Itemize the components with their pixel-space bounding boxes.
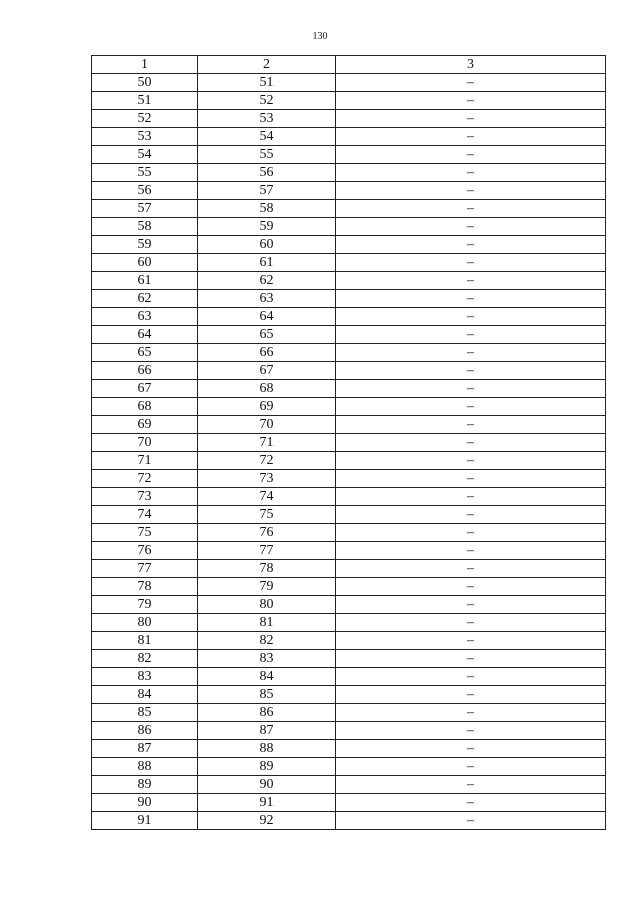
table-cell-col-3: – (336, 110, 606, 128)
table-cell-col-2: 60 (198, 236, 336, 254)
table-cell-col-3: – (336, 596, 606, 614)
table-cell-col-1: 84 (92, 686, 198, 704)
table-cell-col-3: – (336, 92, 606, 110)
table-cell-col-2: 66 (198, 344, 336, 362)
table-cell-col-1: 81 (92, 632, 198, 650)
table-cell-col-2: 69 (198, 398, 336, 416)
table-cell-col-2: 77 (198, 542, 336, 560)
table-cell-col-2: 63 (198, 290, 336, 308)
table-cell-col-1: 50 (92, 74, 198, 92)
table-row (92, 74, 606, 92)
table-row (92, 632, 606, 650)
table-cell-col-1: 67 (92, 380, 198, 398)
table-cell-col-3: – (336, 326, 606, 344)
table-row (92, 398, 606, 416)
table-cell-col-3: – (336, 362, 606, 380)
table-cell-col-2: 90 (198, 776, 336, 794)
table-cell-col-3: – (336, 704, 606, 722)
table-cell-col-1: 69 (92, 416, 198, 434)
table-cell-col-2: 86 (198, 704, 336, 722)
table-cell-col-1: 62 (92, 290, 198, 308)
table-row (92, 416, 606, 434)
table-cell-col-3: – (336, 272, 606, 290)
table-cell-col-2: 82 (198, 632, 336, 650)
table-row (92, 506, 606, 524)
table-row (92, 110, 606, 128)
table-cell-col-1: 80 (92, 614, 198, 632)
table-cell-col-2: 74 (198, 488, 336, 506)
table-row (92, 218, 606, 236)
table-row (92, 704, 606, 722)
table-cell-col-3: – (336, 416, 606, 434)
table-cell-col-2: 92 (198, 812, 336, 830)
table-row (92, 596, 606, 614)
table-cell-col-2: 57 (198, 182, 336, 200)
column-header-1: 1 (92, 56, 198, 74)
table-cell-col-2: 80 (198, 596, 336, 614)
table-row (92, 722, 606, 740)
table-cell-col-3: – (336, 722, 606, 740)
table-cell-col-2: 87 (198, 722, 336, 740)
table-cell-col-1: 88 (92, 758, 198, 776)
table-row (92, 164, 606, 182)
table-row (92, 650, 606, 668)
table-row (92, 668, 606, 686)
table-cell-col-1: 85 (92, 704, 198, 722)
table-cell-col-1: 82 (92, 650, 198, 668)
table-cell-col-3: – (336, 146, 606, 164)
table-row (92, 272, 606, 290)
table-cell-col-3: – (336, 128, 606, 146)
table-cell-col-2: 56 (198, 164, 336, 182)
table-cell-col-2: 65 (198, 326, 336, 344)
table-cell-col-2: 85 (198, 686, 336, 704)
table-cell-col-1: 79 (92, 596, 198, 614)
table-cell-col-2: 61 (198, 254, 336, 272)
table-cell-col-3: – (336, 776, 606, 794)
table-row (92, 776, 606, 794)
column-header-3: 3 (336, 56, 606, 74)
header-row (92, 56, 606, 74)
table-cell-col-1: 65 (92, 344, 198, 362)
table-cell-col-2: 54 (198, 128, 336, 146)
table-cell-col-1: 87 (92, 740, 198, 758)
table-row (92, 290, 606, 308)
table-cell-col-2: 55 (198, 146, 336, 164)
table-cell-col-3: – (336, 740, 606, 758)
table-cell-col-1: 56 (92, 182, 198, 200)
table-row (92, 488, 606, 506)
data-table (91, 55, 606, 830)
table-cell-col-3: – (336, 542, 606, 560)
table-cell-col-1: 83 (92, 668, 198, 686)
table-cell-col-3: – (336, 632, 606, 650)
table-cell-col-2: 75 (198, 506, 336, 524)
table-cell-col-3: – (336, 794, 606, 812)
table-cell-col-1: 66 (92, 362, 198, 380)
table-cell-col-2: 83 (198, 650, 336, 668)
table-row (92, 524, 606, 542)
table-cell-col-1: 55 (92, 164, 198, 182)
table-cell-col-2: 64 (198, 308, 336, 326)
table-cell-col-3: – (336, 218, 606, 236)
table-row (92, 380, 606, 398)
table-cell-col-2: 84 (198, 668, 336, 686)
table-cell-col-1: 90 (92, 794, 198, 812)
table-cell-col-1: 54 (92, 146, 198, 164)
table-cell-col-2: 58 (198, 200, 336, 218)
table-cell-col-3: – (336, 758, 606, 776)
table-cell-col-3: – (336, 578, 606, 596)
table-row (92, 542, 606, 560)
table-cell-col-3: – (336, 290, 606, 308)
table-cell-col-2: 67 (198, 362, 336, 380)
table-cell-col-3: – (336, 182, 606, 200)
table-cell-col-3: – (336, 452, 606, 470)
table-cell-col-1: 51 (92, 92, 198, 110)
table-cell-col-2: 79 (198, 578, 336, 596)
table-cell-col-3: – (336, 74, 606, 92)
table-row (92, 578, 606, 596)
table-cell-col-1: 78 (92, 578, 198, 596)
table-cell-col-1: 74 (92, 506, 198, 524)
table-row (92, 740, 606, 758)
table-row (92, 182, 606, 200)
table-cell-col-1: 68 (92, 398, 198, 416)
table-row (92, 92, 606, 110)
table-row (92, 236, 606, 254)
table-cell-col-2: 62 (198, 272, 336, 290)
table-row (92, 128, 606, 146)
table-cell-col-3: – (336, 686, 606, 704)
table-row (92, 326, 606, 344)
table-row (92, 560, 606, 578)
table-cell-col-1: 61 (92, 272, 198, 290)
table-cell-col-1: 53 (92, 128, 198, 146)
table-cell-col-2: 71 (198, 434, 336, 452)
table-cell-col-1: 73 (92, 488, 198, 506)
table-cell-col-2: 76 (198, 524, 336, 542)
table-row (92, 686, 606, 704)
table-cell-col-2: 88 (198, 740, 336, 758)
table-cell-col-1: 91 (92, 812, 198, 830)
table-body (92, 74, 606, 830)
table-row (92, 434, 606, 452)
page-number: 130 (312, 31, 328, 42)
table-cell-col-1: 70 (92, 434, 198, 452)
table-row (92, 308, 606, 326)
table-row (92, 254, 606, 272)
table-row (92, 794, 606, 812)
table-cell-col-3: – (336, 560, 606, 578)
table-cell-col-2: 78 (198, 560, 336, 578)
table-row (92, 344, 606, 362)
table-cell-col-1: 72 (92, 470, 198, 488)
table-cell-col-3: – (336, 200, 606, 218)
table-header (92, 56, 606, 74)
table-cell-col-2: 91 (198, 794, 336, 812)
table-cell-col-1: 76 (92, 542, 198, 560)
table-cell-col-1: 86 (92, 722, 198, 740)
table-cell-col-2: 52 (198, 92, 336, 110)
table-cell-col-1: 52 (92, 110, 198, 128)
table-cell-col-3: – (336, 524, 606, 542)
table-row (92, 146, 606, 164)
table-cell-col-3: – (336, 812, 606, 830)
table-cell-col-3: – (336, 434, 606, 452)
table-row (92, 362, 606, 380)
table-cell-col-2: 59 (198, 218, 336, 236)
table-cell-col-3: – (336, 236, 606, 254)
table-row (92, 452, 606, 470)
table-cell-col-3: – (336, 470, 606, 488)
table-cell-col-3: – (336, 308, 606, 326)
table-cell-col-1: 71 (92, 452, 198, 470)
table-cell-col-1: 60 (92, 254, 198, 272)
table-cell-col-2: 81 (198, 614, 336, 632)
table-cell-col-3: – (336, 614, 606, 632)
table-cell-col-3: – (336, 488, 606, 506)
table-cell-col-3: – (336, 506, 606, 524)
table-cell-col-1: 63 (92, 308, 198, 326)
table-cell-col-1: 57 (92, 200, 198, 218)
table-cell-col-2: 72 (198, 452, 336, 470)
table-row (92, 758, 606, 776)
table-cell-col-3: – (336, 650, 606, 668)
table-cell-col-3: – (336, 254, 606, 272)
table-cell-col-2: 73 (198, 470, 336, 488)
table-row (92, 200, 606, 218)
table-cell-col-3: – (336, 398, 606, 416)
table-cell-col-2: 89 (198, 758, 336, 776)
table-cell-col-1: 75 (92, 524, 198, 542)
column-header-2: 2 (198, 56, 336, 74)
table-cell-col-2: 68 (198, 380, 336, 398)
table-row (92, 812, 606, 830)
table-cell-col-2: 51 (198, 74, 336, 92)
table-cell-col-1: 64 (92, 326, 198, 344)
table-cell-col-2: 53 (198, 110, 336, 128)
table-cell-col-1: 89 (92, 776, 198, 794)
table-row (92, 614, 606, 632)
table-cell-col-3: – (336, 344, 606, 362)
table-cell-col-3: – (336, 380, 606, 398)
table-cell-col-3: – (336, 164, 606, 182)
table-cell-col-1: 59 (92, 236, 198, 254)
table-cell-col-1: 58 (92, 218, 198, 236)
table-cell-col-1: 77 (92, 560, 198, 578)
table-row (92, 470, 606, 488)
table-cell-col-3: – (336, 668, 606, 686)
table-cell-col-2: 70 (198, 416, 336, 434)
